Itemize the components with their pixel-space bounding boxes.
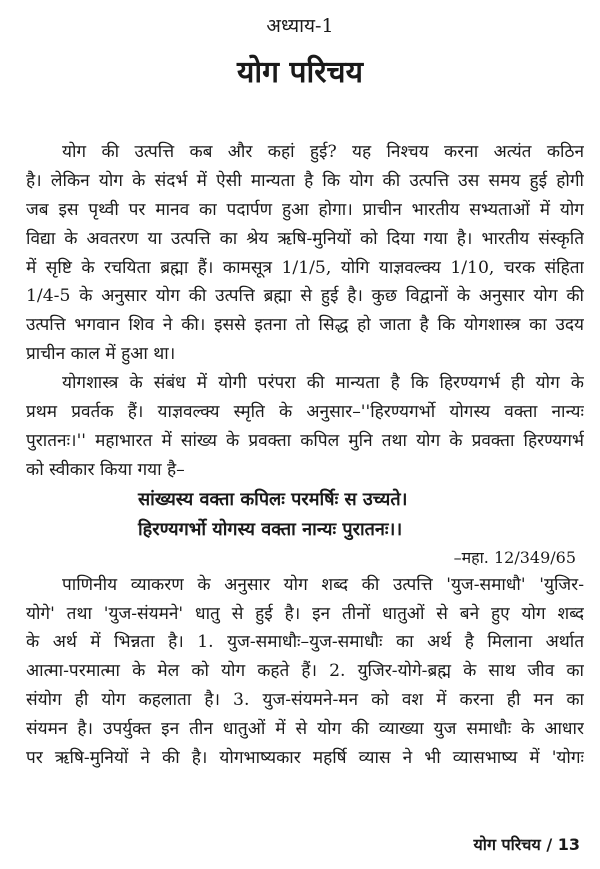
text-line: योगशास्त्र के संबंध में योगी परंपरा की मान्यता है कि हिरण्यगर्भ ही योग के [62, 373, 584, 394]
text-line: को स्वीकार किया गया है– [26, 459, 185, 480]
text-line: संयोग ही योग कहलाता है। 3. युज-संयमने-मन को वश में करना ही मन का [26, 690, 584, 711]
text-line: विद्या के अवतरण या उत्पत्ति का श्रेय ऋषि-मुनियों को दिया गया है। भारतीय संस्कृति [26, 228, 584, 249]
text-line: पाणिनीय व्याकरण के अनुसार योग शब्द की उत्पत्ति 'युज-समाधौ' 'युजिर- [62, 574, 584, 595]
text-line: में सृष्टि के रचयिता ब्रह्मा हैं। कामसूत्र 1/1/5, योगि याज्ञवल्क्य 1/10, चरक संहिता [26, 257, 584, 278]
text-line: 1/4-5 के अनुसार योग की उत्पत्ति ब्रह्मा से हुई है। कुछ विद्वानों के अनुसार योग की [26, 286, 584, 307]
text-line: के अर्थ में भिन्नता है। 1. युज-समाधौः–युज-समाधौः का अर्थ है मिलाना अर्थात [26, 632, 584, 653]
chapter-title: योग परिचय [236, 55, 364, 90]
text-line: पर ऋषि-मुनियों ने की है। योगभाष्यकार महर्षि व्यास ने भी व्यासभाष्य में 'योगः [26, 748, 584, 769]
text-line: प्राचीन काल में हुआ था। [26, 344, 176, 365]
text-line: है। लेकिन योग के संदर्भ में ऐसी मान्यता है कि योग की उत्पत्ति उस समय हुई होगी [26, 170, 584, 191]
text-line: प्रथम प्रवर्तक हैं। याज्ञवल्क्य स्मृति के अनुसार–''हिरण्यगर्भो योगस्य वक्ता नान्यः [26, 402, 584, 423]
text-line: योग की उत्पत्ति कब और कहां हुई? यह निश्चय करना अत्यंत कठिन [62, 142, 584, 162]
sanskrit-verse-line: हिरण्यगर्भो योगस्य वक्ता नान्यः पुरातनः।। [138, 518, 403, 540]
text-line: पुरातनः।'' महाभारत में सांख्य के प्रवक्ता कपिल मुनि तथा योग के प्रवक्ता हिरण्यगर्भ [26, 430, 584, 451]
page-footer: योग परिचय / 13 [473, 835, 580, 854]
verse-citation: –महा. 12/349/65 [453, 547, 576, 567]
sanskrit-verse-line: सांख्यस्य वक्ता कपिलः परमर्षिः स उच्यते। [138, 488, 408, 510]
text-line: संयमन है। उपर्युक्त इन तीन धातुओं में से योग की व्याख्या युज समाधौः के आधार [26, 719, 584, 740]
text-line: उत्पत्ति भगवान शिव ने की। इससे इतना तो सिद्ध हो जाता है कि योगशास्त्र का उदय [26, 315, 584, 336]
text-line: जब इस पृथ्वी पर मानव का पदार्पण हुआ होगा। प्राचीन भारतीय सभ्यताओं में योग [26, 199, 584, 220]
text-line: योगे' तथा 'युज-संयमने' धातु से हुई है। इन तीनों धातुओं से बने हुए योग शब्द [26, 603, 584, 624]
chapter-label: अध्याय-1 [266, 15, 334, 37]
text-line: आत्मा-परमात्मा के मेल को योग कहते हैं। 2. युजिर-योगे-ब्रह्म के साथ जीव का [26, 661, 584, 682]
body-text [26, 138, 584, 773]
